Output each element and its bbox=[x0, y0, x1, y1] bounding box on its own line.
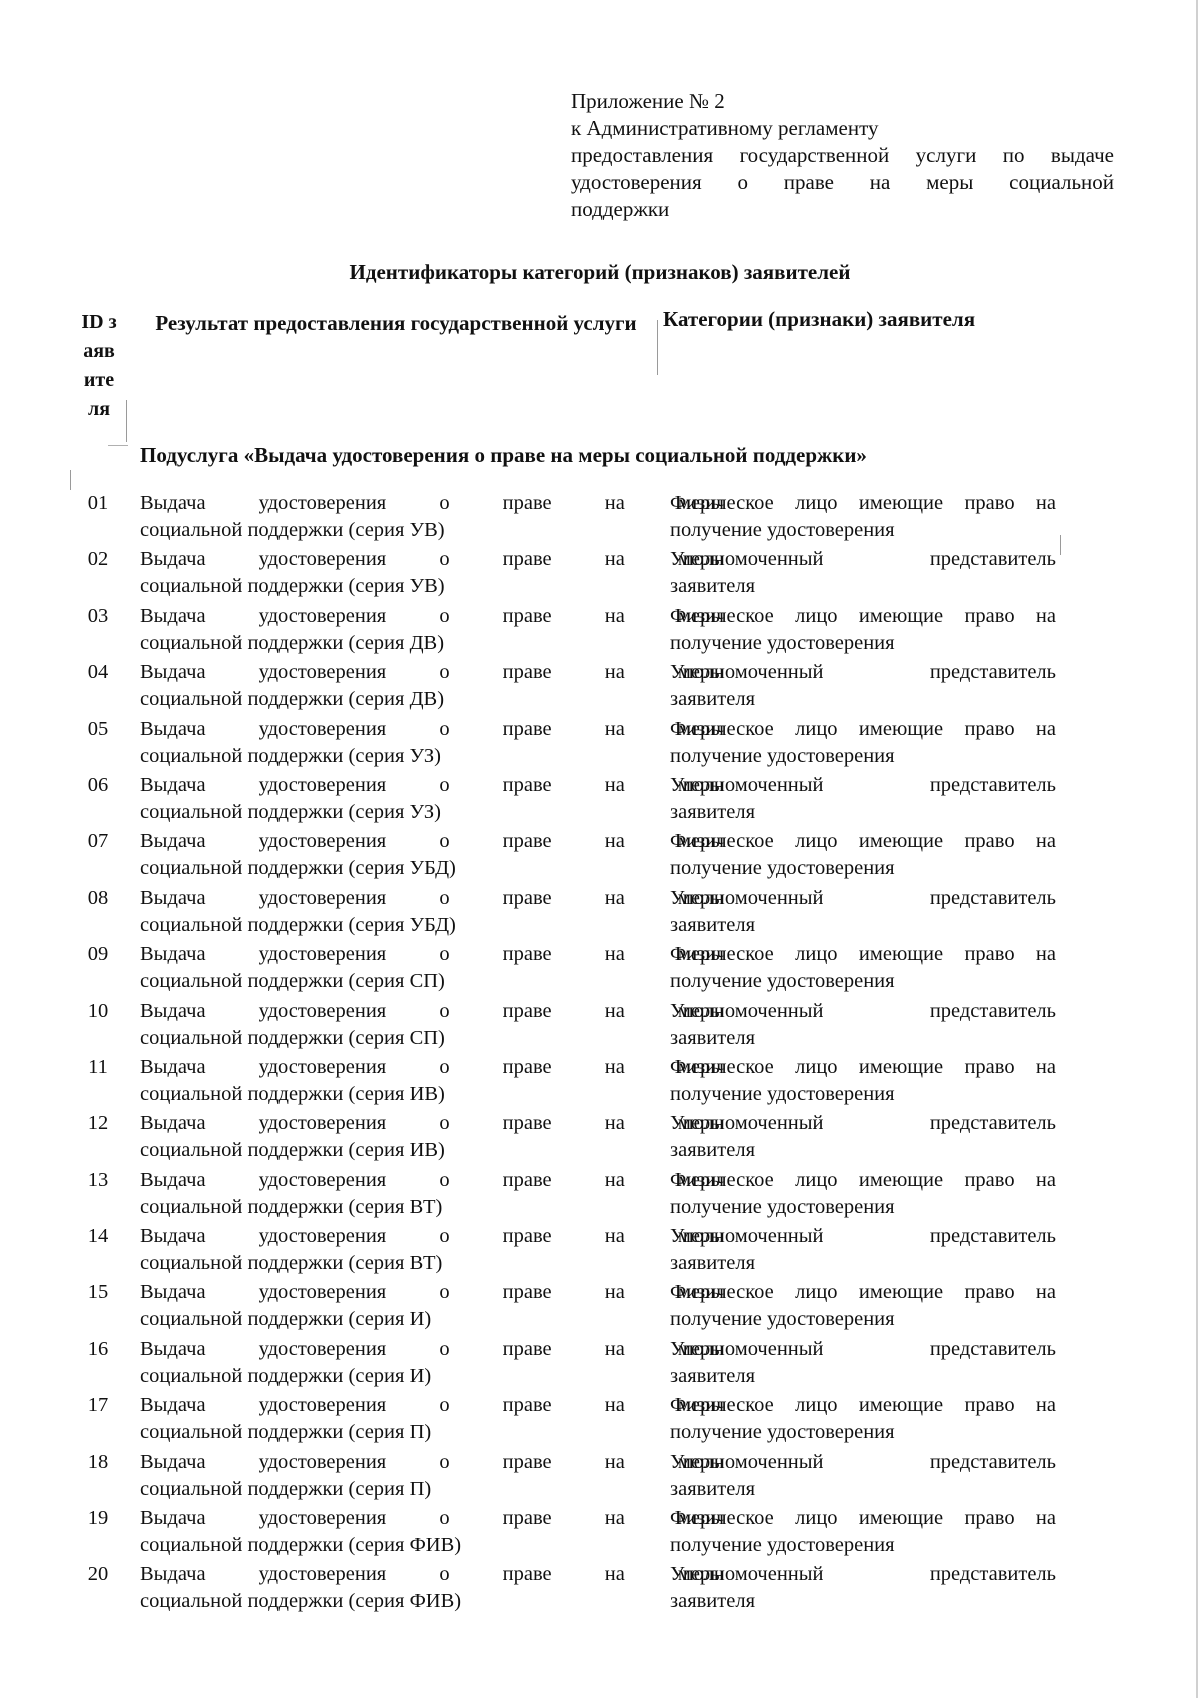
applicant-table-body bbox=[70, 490, 1070, 1618]
result-cell bbox=[140, 828, 724, 882]
result-cell bbox=[140, 1449, 724, 1503]
result-cell bbox=[140, 885, 724, 939]
result-cell bbox=[140, 1336, 724, 1390]
category-cell bbox=[670, 1110, 1056, 1164]
result-text: Выдача удостоверения о праве на меры bbox=[140, 886, 724, 909]
table-divider bbox=[70, 470, 71, 490]
result-text: Выдача удостоверения о праве на меры bbox=[140, 548, 724, 571]
category-text: заявителя bbox=[670, 1252, 755, 1275]
result-text: социальной поддержки (серия СП) bbox=[140, 970, 445, 993]
category-cell bbox=[670, 490, 1056, 544]
appendix-number: Приложение № 2 bbox=[571, 89, 725, 113]
applicant-id: 17 bbox=[87, 1394, 109, 1417]
result-cell bbox=[140, 1110, 724, 1164]
category-cell bbox=[670, 1336, 1056, 1390]
result-text: Выдача удостоверения о праве на меры bbox=[140, 943, 724, 966]
category-text: получение удостоверения bbox=[670, 744, 895, 767]
category-cell bbox=[670, 546, 1056, 600]
table-row bbox=[70, 603, 1070, 659]
applicant-id: 20 bbox=[87, 1563, 109, 1586]
category-cell bbox=[670, 1279, 1056, 1333]
result-text: социальной поддержки (серия И) bbox=[140, 1364, 432, 1387]
applicant-id: 09 bbox=[87, 943, 109, 966]
category-text: заявителя bbox=[670, 575, 755, 598]
category-text: Физическое лицо имеющие право на bbox=[670, 830, 1056, 853]
result-text: социальной поддержки (серия СП) bbox=[140, 1026, 445, 1049]
appendix-reference: к Административному регламенту bbox=[571, 116, 879, 140]
applicant-id: 06 bbox=[87, 773, 109, 796]
category-text: заявителя bbox=[670, 688, 755, 711]
category-text: Физическое лицо имеющие право на bbox=[670, 1055, 1056, 1078]
category-text: Уполномоченный представитель bbox=[670, 1112, 1056, 1135]
table-row bbox=[70, 490, 1070, 546]
table-row bbox=[70, 716, 1070, 772]
category-cell bbox=[670, 1392, 1056, 1446]
result-text: Выдача удостоверения о праве на меры bbox=[140, 773, 724, 796]
category-text: заявителя bbox=[670, 1477, 755, 1500]
table-row bbox=[70, 998, 1070, 1054]
table-row bbox=[70, 546, 1070, 602]
category-text: Уполномоченный представитель bbox=[670, 1450, 1056, 1473]
result-text: Выдача удостоверения о праве на меры bbox=[140, 999, 724, 1022]
result-text: Выдача удостоверения о праве на меры bbox=[140, 492, 724, 514]
header-result: Результат предоставления государственной услуги bbox=[155, 311, 637, 335]
category-text: Уполномоченный представитель bbox=[670, 773, 1056, 796]
result-cell bbox=[140, 490, 724, 544]
result-text: Выдача удостоверения о праве на меры bbox=[140, 604, 724, 627]
result-text: социальной поддержки (серия УБД) bbox=[140, 857, 456, 880]
result-text: социальной поддержки (серия ФИВ) bbox=[140, 1534, 462, 1557]
category-text: получение удостоверения bbox=[670, 1082, 895, 1105]
result-text: социальной поддержки (серия П) bbox=[140, 1477, 432, 1500]
result-cell bbox=[140, 1392, 724, 1446]
category-text: получение удостоверения bbox=[670, 857, 895, 880]
result-text: социальной поддержки (серия ИВ) bbox=[140, 1082, 445, 1105]
result-text: социальной поддержки (серия УВ) bbox=[140, 519, 445, 541]
result-text: социальной поддержки (серия ВТ) bbox=[140, 1195, 443, 1218]
category-text: получение удостоверения bbox=[670, 1534, 895, 1557]
category-cell bbox=[670, 1505, 1056, 1559]
result-text: Выдача удостоверения о праве на меры bbox=[140, 1112, 724, 1135]
result-text: социальной поддержки (серия ВТ) bbox=[140, 1252, 443, 1275]
table-row bbox=[70, 1223, 1070, 1279]
category-cell bbox=[670, 716, 1056, 770]
result-text: социальной поддержки (серия П) bbox=[140, 1421, 432, 1444]
document-title: Идентификаторы категорий (признаков) заявителей bbox=[349, 260, 851, 284]
category-text: заявителя bbox=[670, 913, 755, 936]
category-text: заявителя bbox=[670, 1026, 755, 1049]
category-text: Уполномоченный представитель bbox=[670, 999, 1056, 1022]
category-cell bbox=[670, 885, 1056, 939]
scan-edge bbox=[1196, 0, 1198, 1698]
result-text: Выдача удостоверения о праве на меры bbox=[140, 1394, 724, 1417]
category-text: получение удостоверения bbox=[670, 1195, 895, 1218]
result-text: Выдача удостоверения о праве на меры bbox=[140, 1507, 724, 1530]
category-text: Уполномоченный представитель bbox=[670, 661, 1056, 684]
result-cell bbox=[140, 941, 724, 995]
result-text: социальной поддержки (серия И) bbox=[140, 1308, 432, 1331]
result-cell bbox=[140, 1505, 724, 1559]
result-cell bbox=[140, 1279, 724, 1333]
applicant-id: 12 bbox=[87, 1112, 109, 1135]
result-cell bbox=[140, 1561, 724, 1615]
table-row bbox=[70, 941, 1070, 997]
table-divider bbox=[126, 400, 127, 442]
applicant-id: 15 bbox=[87, 1281, 109, 1304]
result-cell bbox=[140, 1054, 724, 1108]
result-cell bbox=[140, 659, 724, 713]
applicant-id: 13 bbox=[87, 1168, 109, 1191]
applicant-id: 18 bbox=[87, 1450, 109, 1473]
table-row bbox=[70, 772, 1070, 828]
result-text: Выдача удостоверения о праве на меры bbox=[140, 1337, 724, 1360]
result-text: социальной поддержки (серия УВ) bbox=[140, 575, 445, 598]
result-text: Выдача удостоверения о праве на меры bbox=[140, 1055, 724, 1078]
category-text: Уполномоченный представитель bbox=[670, 1225, 1056, 1248]
result-cell bbox=[140, 716, 724, 770]
table-row bbox=[70, 1054, 1070, 1110]
result-cell bbox=[140, 1223, 724, 1277]
table-row bbox=[70, 1336, 1070, 1392]
table-row bbox=[70, 885, 1070, 941]
applicant-id: 14 bbox=[87, 1225, 109, 1248]
category-cell bbox=[670, 1561, 1056, 1615]
result-cell bbox=[140, 1167, 724, 1221]
category-text: получение удостоверения bbox=[670, 1308, 895, 1331]
category-cell bbox=[670, 998, 1056, 1052]
result-text: социальной поддержки (серия ИВ) bbox=[140, 1139, 445, 1162]
table-divider bbox=[657, 320, 658, 375]
table-row bbox=[70, 1279, 1070, 1335]
category-text: Физическое лицо имеющие право на bbox=[670, 492, 1056, 514]
category-text: Физическое лицо имеющие право на bbox=[670, 943, 1056, 966]
category-text: Уполномоченный представитель bbox=[670, 1337, 1056, 1360]
category-text: Физическое лицо имеющие право на bbox=[670, 1507, 1056, 1530]
table-row bbox=[70, 828, 1070, 884]
category-text: Физическое лицо имеющие право на bbox=[670, 1168, 1056, 1191]
category-cell bbox=[670, 1054, 1056, 1108]
applicant-id: 04 bbox=[87, 661, 109, 684]
category-text: Физическое лицо имеющие право на bbox=[670, 1394, 1056, 1417]
result-text: Выдача удостоверения о праве на меры bbox=[140, 1168, 724, 1191]
table-row bbox=[70, 1449, 1070, 1505]
category-text: Физическое лицо имеющие право на bbox=[670, 1281, 1056, 1304]
category-text: Физическое лицо имеющие право на bbox=[670, 717, 1056, 740]
table-row bbox=[70, 1561, 1070, 1617]
result-text: социальной поддержки (серия УЗ) bbox=[140, 744, 441, 767]
applicant-id: 16 bbox=[87, 1337, 109, 1360]
applicant-id: 03 bbox=[87, 604, 109, 627]
applicant-id: 10 bbox=[87, 999, 109, 1022]
result-text: Выдача удостоверения о праве на меры bbox=[140, 830, 724, 853]
header-id-label: ID заявителя bbox=[81, 311, 117, 420]
result-cell bbox=[140, 603, 724, 657]
result-cell bbox=[140, 546, 724, 600]
result-text: Выдача удостоверения о праве на меры bbox=[140, 1450, 724, 1473]
header-category: Категории (признаки) заявителя bbox=[663, 307, 976, 331]
category-text: заявителя bbox=[670, 1590, 755, 1613]
applicant-id: 02 bbox=[87, 548, 109, 571]
category-text: заявителя bbox=[670, 800, 755, 823]
category-text: Физическое лицо имеющие право на bbox=[670, 604, 1056, 627]
appendix-reference: удостоверения о праве на меры социальной bbox=[571, 170, 1114, 194]
applicant-id: 19 bbox=[87, 1507, 109, 1530]
result-text: Выдача удостоверения о праве на меры bbox=[140, 1563, 724, 1586]
result-text: социальной поддержки (серия ДВ) bbox=[140, 688, 445, 711]
table-row bbox=[70, 1505, 1070, 1561]
result-text: социальной поддержки (серия УБД) bbox=[140, 913, 456, 936]
category-cell bbox=[670, 828, 1056, 882]
result-cell bbox=[140, 998, 724, 1052]
category-cell bbox=[670, 603, 1056, 657]
category-text: Уполномоченный представитель bbox=[670, 548, 1056, 571]
result-cell bbox=[140, 772, 724, 826]
category-cell bbox=[670, 1167, 1056, 1221]
category-cell bbox=[670, 772, 1056, 826]
table-row bbox=[70, 659, 1070, 715]
result-text: Выдача удостоверения о праве на меры bbox=[140, 661, 724, 684]
result-text: Выдача удостоверения о праве на меры bbox=[140, 1281, 724, 1304]
subservice-heading: Подуслуга «Выдача удостоверения о праве на меры социальной поддержки» bbox=[140, 443, 867, 467]
category-text: заявителя bbox=[670, 1364, 755, 1387]
category-text: Уполномоченный представитель bbox=[670, 1563, 1056, 1586]
result-text: Выдача удостоверения о праве на меры bbox=[140, 1225, 724, 1248]
table-row bbox=[70, 1167, 1070, 1223]
category-text: заявителя bbox=[670, 1139, 755, 1162]
table-row bbox=[70, 1110, 1070, 1166]
category-text: Уполномоченный представитель bbox=[670, 886, 1056, 909]
table-divider bbox=[108, 445, 128, 446]
result-text: социальной поддержки (серия ДВ) bbox=[140, 631, 445, 654]
applicant-id: 01 bbox=[87, 492, 109, 514]
category-text: получение удостоверения bbox=[670, 1421, 895, 1444]
appendix-reference: поддержки bbox=[571, 197, 670, 221]
header-id bbox=[74, 308, 124, 424]
result-text: Выдача удостоверения о праве на меры bbox=[140, 717, 724, 740]
appendix-reference: предоставления государственной услуги по выдаче bbox=[571, 143, 1114, 167]
category-text: получение удостоверения bbox=[670, 519, 895, 541]
category-cell bbox=[670, 659, 1056, 713]
result-text: социальной поддержки (серия УЗ) bbox=[140, 800, 441, 823]
category-cell bbox=[670, 1223, 1056, 1277]
result-text: социальной поддержки (серия ФИВ) bbox=[140, 1590, 462, 1613]
applicant-id: 08 bbox=[87, 886, 109, 909]
applicant-id: 11 bbox=[88, 1055, 108, 1078]
category-text: получение удостоверения bbox=[670, 631, 895, 654]
category-cell bbox=[670, 1449, 1056, 1503]
category-text: получение удостоверения bbox=[670, 970, 895, 993]
category-cell bbox=[670, 941, 1056, 995]
applicant-id: 05 bbox=[87, 717, 109, 740]
appendix-note bbox=[571, 88, 1114, 223]
table-row bbox=[70, 1392, 1070, 1448]
applicant-id: 07 bbox=[87, 830, 109, 853]
